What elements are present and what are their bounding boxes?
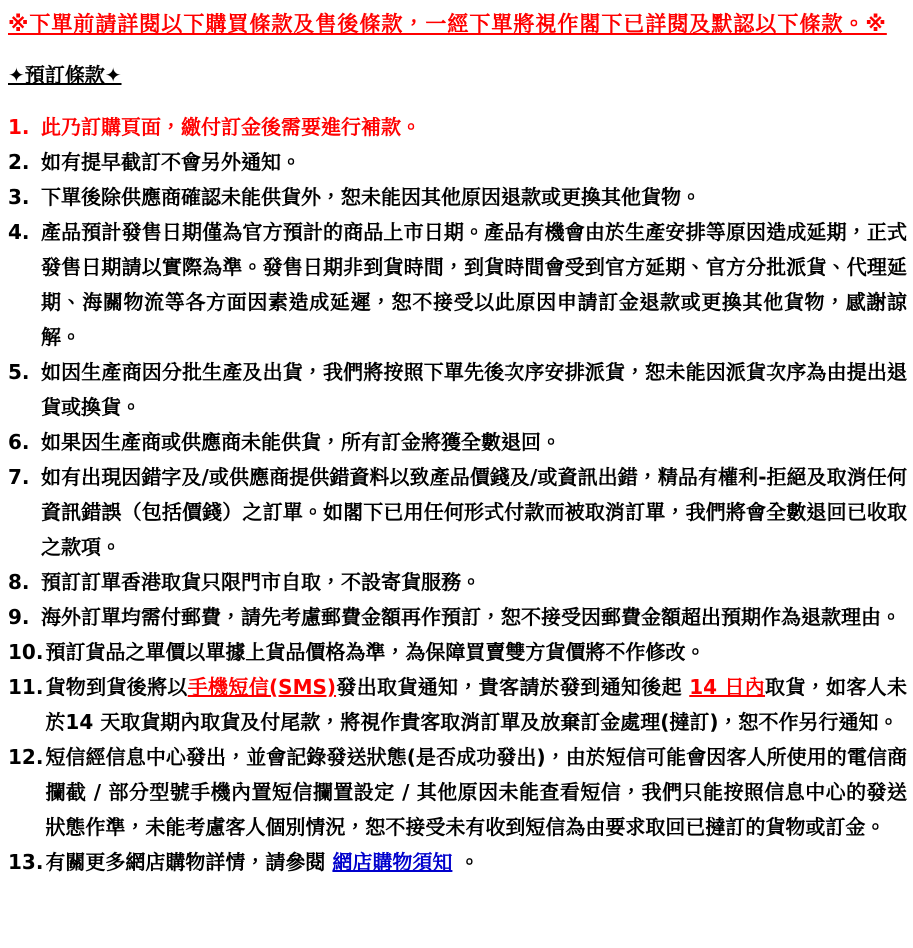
term-item-10 <box>8 635 907 670</box>
term-text-segment: 貨物到貨後將以 <box>45 675 188 699</box>
term-number: 3. <box>8 185 30 209</box>
term-number: 6. <box>8 430 30 454</box>
term-text: 下單後除供應商確認未能供貨外，恕未能因其他原因退款或更換其他貨物。 <box>41 185 701 209</box>
term-number: 13. <box>8 850 44 874</box>
term-item-2 <box>8 145 907 180</box>
term-item-4 <box>8 215 907 355</box>
term-item-9 <box>8 600 907 635</box>
term-number: 11. <box>8 675 44 699</box>
term-text: 如有出現因錯字及/或供應商提供錯資料以致產品價錢及/或資訊出錯，精品有權利-拒絕及取消任何資訊錯誤（包括價錢）之訂單。如閣下已用任何形式付款而被取消訂單，我們將會全數退回已收取之款項。 <box>41 465 907 559</box>
term-text: 預訂貨品之單價以單據上貨品價格為準，為保障買賣雙方貨價將不作修改。 <box>45 640 706 664</box>
term-text-segment: 取貨，如客人未於14 天取貨期內取貨及付尾款，將視作貴客取消訂單及放棄訂金處理(撻訂)，恕不作另行通知。 <box>45 675 907 734</box>
term-text-segment: 。 <box>452 850 480 874</box>
term-text-segment: 有關更多網店購物詳情，請參閱 <box>45 850 333 874</box>
purchase-notice-header: ※下單前請詳閱以下購買條款及售後條款，一經下單將視作閣下已詳閱及默認以下條款。※ <box>8 12 887 36</box>
term-item-12 <box>8 740 907 845</box>
term-number: 4. <box>8 220 30 244</box>
term-item-7 <box>8 460 907 565</box>
terms-list <box>8 110 907 880</box>
pickup-deadline-emphasis: 14 日內 <box>689 675 766 699</box>
term-number: 1. <box>8 115 30 139</box>
term-number: 2. <box>8 150 30 174</box>
term-item-6 <box>8 425 907 460</box>
term-text: 海外訂單均需付郵費，請先考慮郵費金額再作預訂，恕不接受因郵費金額超出預期作為退款理由。 <box>41 605 901 629</box>
term-item-1 <box>8 110 907 145</box>
term-text: 此乃訂購頁面，繳付訂金後需要進行補款。 <box>41 115 421 139</box>
term-text <box>45 845 907 880</box>
term-number: 9. <box>8 605 30 629</box>
term-text: 產品預計發售日期僅為官方預計的商品上市日期。產品有機會由於生產安排等原因造成延期，正式發售日期請以實際為準。發售日期非到貨時間，到貨時間會受到官方延期、官方分批派貨、代理延期、海關物流等各方面因素造成延遲，恕不接受以此原因申請訂金退款或更換其他貨物，感謝諒解。 <box>41 220 907 349</box>
term-item-13 <box>8 845 907 880</box>
term-number: 8. <box>8 570 30 594</box>
term-number: 5. <box>8 360 30 384</box>
shop-guide-link[interactable]: 網店購物須知 <box>332 850 453 874</box>
term-number: 10. <box>8 640 44 664</box>
term-item-5 <box>8 355 907 425</box>
term-text: 如果因生產商或供應商未能供貨，所有訂金將獲全數退回。 <box>41 430 561 454</box>
term-item-3 <box>8 180 907 215</box>
section-title-preorder-terms: ✦預訂條款✦ <box>8 63 122 87</box>
term-text <box>45 670 907 740</box>
term-item-11 <box>8 670 907 740</box>
term-text-segment: 發出取貨通知，貴客請於發到通知後起 <box>336 675 690 699</box>
term-text: 如有提早截訂不會另外通知。 <box>41 150 301 174</box>
term-text: 如因生產商因分批生產及出貨，我們將按照下單先後次序安排派貨，恕未能因派貨次序為由提出退貨或換貨。 <box>41 360 907 419</box>
term-text: 短信經信息中心發出，並會記錄發送狀態(是否成功發出)，由於短信可能會因客人所使用的電信商攔截 / 部分型號手機內置短信攔置設定 / 其他原因未能查看短信，我們只能按照信息中心的發送狀態作準，未能考慮客人個別情況，恕不接受未有收到短信為由要求取回已撻訂的貨物或訂金。 <box>45 745 907 839</box>
term-number: 7. <box>8 465 30 489</box>
term-number: 12. <box>8 745 44 769</box>
term-item-8 <box>8 565 907 600</box>
term-text: 預訂訂單香港取貨只限門市自取，不設寄貨服務。 <box>41 570 481 594</box>
sms-emphasis: 手機短信(SMS) <box>187 675 337 699</box>
